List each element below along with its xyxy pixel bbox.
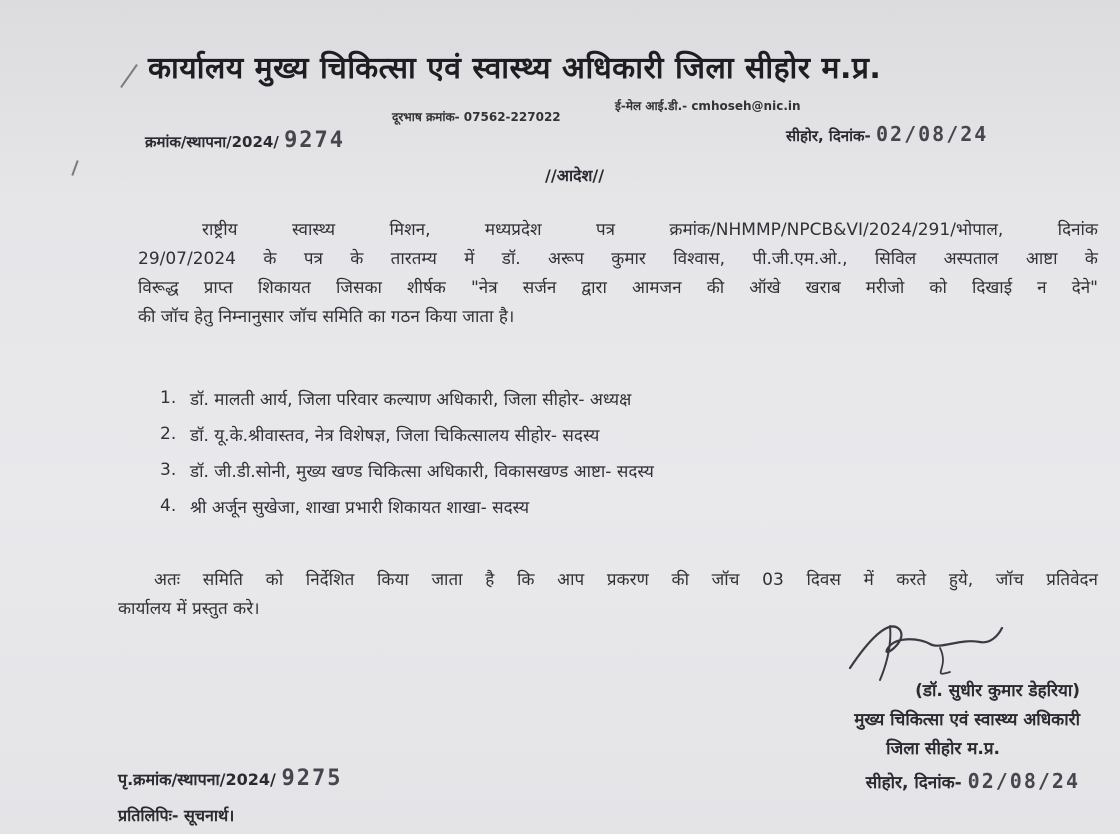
member-text: डॉ. मालती आर्य, जिला परिवार कल्याण अधिकारी, जिला सीहोर- अध्यक्ष: [190, 389, 632, 410]
member-number: 4.: [160, 496, 177, 516]
signature-block: [854, 678, 1080, 793]
member-number: 3.: [160, 460, 177, 480]
committee-members-list: [160, 380, 654, 524]
signatory-place: जिला सीहोर म.प्र.: [886, 739, 1000, 759]
paragraph-line: 29/07/2024 के पत्र के तारतम्य में डॉ. अरूप कुमार विश्वास, पी.जी.एम.ओ., सिविल अस्पताल आष्टा के: [138, 249, 1098, 269]
signature-date: [854, 769, 1080, 793]
reference-date: [786, 122, 988, 146]
copy-to-label: प्रतिलिपिः- सूचनार्थ।: [118, 806, 235, 825]
reference-label: क्रमांक/स्थापना/2024/: [145, 133, 279, 151]
member-number: 2.: [160, 424, 177, 444]
reference-date-handwritten: 02/08/24: [875, 122, 989, 146]
signature-scribble: [830, 608, 1030, 688]
order-paragraph-1: [138, 216, 1098, 332]
office-email: ई-मेल आई.डी.- cmhoseh@nic.in: [615, 99, 801, 113]
paragraph-line: की जॉच हेतु निम्नानुसार जॉच समिति का गठन किया जाता है।: [138, 307, 515, 327]
paragraph-line: अतः समिति को निर्देशित किया जाता है कि आप प्रकरण की जॉच 03 दिवस में करते हुये, जॉच प्रतिवेदन: [154, 570, 1098, 590]
paragraph-line: राष्ट्रीय स्वास्थ्य मिशन, मध्यप्रदेश पत्र क्रमांक/NHMMP/NPCB&VI/2024/291/भोपाल, दिनांक: [202, 220, 1098, 240]
reference-date-label: सीहोर, दिनांक-: [786, 127, 871, 145]
paragraph-line: कार्यालय में प्रस्तुत करे।: [118, 599, 260, 619]
ink-mark: [71, 160, 78, 176]
member-text: डॉ. यू.के.श्रीवास्तव, नेत्र विशेषज्ञ, जिला चिकित्सालय सीहोर- सदस्य: [190, 425, 600, 446]
list-item: [160, 380, 654, 416]
ink-mark: [120, 64, 138, 88]
list-item: [160, 452, 654, 488]
list-item: [160, 416, 654, 452]
member-number: 1.: [160, 388, 177, 408]
signatory-name: (डॉ. सुधीर कुमार डेहरिया): [915, 681, 1080, 701]
endorsement-label: पृ.क्रमांक/स्थापना/2024/: [118, 770, 276, 789]
order-title: //आदेश//: [545, 166, 605, 185]
office-heading: कार्यालय मुख्य चिकित्सा एवं स्वास्थ्य अधिकारी जिला सीहोर म.प्र.: [148, 51, 882, 86]
endorsement-number-handwritten: 9275: [281, 766, 343, 791]
signatory-designation: मुख्य चिकित्सा एवं स्वास्थ्य अधिकारी: [854, 710, 1080, 730]
list-item: [160, 488, 654, 524]
signature-date-handwritten: 02/08/24: [967, 769, 1080, 793]
signature-date-label: सीहोर, दिनांक-: [865, 773, 962, 793]
endorsement-reference: [118, 766, 342, 791]
reference-number-handwritten: 9274: [284, 128, 346, 153]
member-text: डॉ. जी.डी.सोनी, मुख्य खण्ड चिकित्सा अधिकारी, विकासखण्ड आष्टा- सदस्य: [190, 461, 654, 482]
office-phone: दूरभाष क्रमांक- 07562-227022: [392, 110, 561, 124]
reference-number: [145, 128, 345, 153]
member-text: श्री अर्जून सुखेजा, शाखा प्रभारी शिकायत शाखा- सदस्य: [190, 497, 530, 518]
paragraph-line: विरूद्ध प्राप्त शिकायत जिसका शीर्षक "नेत्र सर्जन द्वारा आमजन की ऑखे खराब मरीजो को दिखाई न देने": [138, 278, 1098, 298]
